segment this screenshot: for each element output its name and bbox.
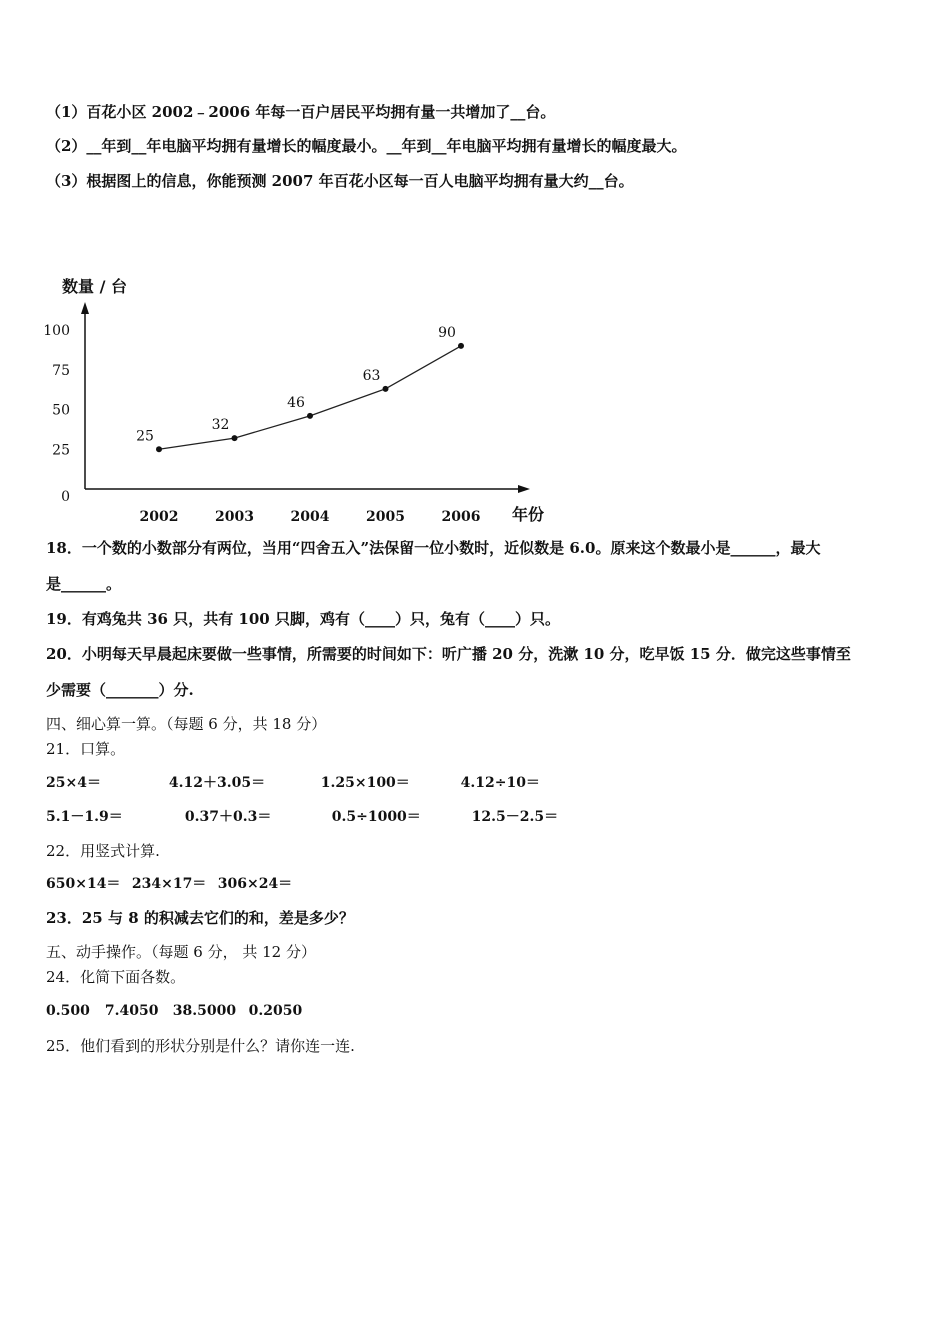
data-labels [136,325,456,444]
calc-item: 5.1－1.9＝ [46,809,123,825]
question-2: （2）__年到__年电脑平均拥有量增长的幅度最小。__年到__年电脑平均拥有量增长的幅度最大。 [46,137,687,155]
question-21-title: 21．口算。 [46,740,126,758]
calc-item: 650×14＝ [46,876,121,892]
calc-item: 1.25×100＝ [320,775,410,791]
x-ticks [140,509,481,525]
data-point [156,446,162,452]
y-ticks [43,323,70,505]
data-point [232,435,238,441]
question-20-line1: 20．小明每天早晨起床要做一些事情，所需要的时间如下：听广播 20 分，洗漱 10 分，吃早饭 15 分．做完这些事情至 [46,645,851,663]
x-tick-label: 2005 [366,509,405,525]
question-25: 25．他们看到的形状分别是什么？请你连一连. [46,1037,355,1055]
question-1: （1）百花小区 2002﹣2006 年每一百户居民平均拥有量一共增加了__台。 [46,103,556,121]
x-tick-label: 2002 [139,509,179,525]
series [159,346,461,449]
oral-calc-row-2 [46,807,558,827]
question-20-line2: 少需要（_______）分. [46,681,194,699]
y-tick-label: 50 [52,402,70,419]
calc-item: 4.12＋3.05＝ [168,775,266,791]
y-tick-label: 0 [61,489,70,505]
calc-item: 4.12÷10＝ [460,775,540,791]
x-tick-label: 2003 [215,509,254,525]
data-label: 63 [362,367,381,384]
question-23: 23．25 与 8 的积减去它们的和，差是多少？ [46,909,354,927]
question-18-line2: 是______。 [46,575,122,593]
axes [81,302,530,493]
calc-item: 12.5－2.5＝ [471,809,559,825]
y-axis-label: 数量 / 台 [62,277,127,296]
oral-calc-row-1 [46,773,540,793]
x-tick-label: 2006 [441,509,481,525]
question-3: （3）根据图上的信息，你能预测 2007 年百花小区每一百人电脑平均拥有量大约__台。 [46,172,634,190]
question-18-line1: 18．一个数的小数部分有两位，当用“四舍五入”法保留一位小数时，近似数是 6.0。原来这个数最小是______，最大 [46,539,821,557]
y-axis-arrow [81,302,89,314]
data-label: 25 [136,428,154,445]
data-label: 32 [211,417,230,434]
data-label: 46 [287,394,305,411]
y-tick-label: 25 [52,442,70,459]
data-point [383,386,389,392]
number-item: 7.4050 [104,1003,159,1019]
number-item: 0.2050 [248,1003,303,1019]
calc-item: 306×24＝ [217,876,293,892]
x-axis-label: 年份 [512,505,545,524]
calc-item: 0.5÷1000＝ [331,809,421,825]
data-point [458,343,464,349]
calc-item: 25×4＝ [46,775,101,791]
number-item: 38.5000 [172,1003,237,1019]
section-5-title: 五、动手操作。（每题 6 分， 共 12 分） [46,943,316,961]
question-19: 19．有鸡兔共 36 只，共有 100 只脚，鸡有（____）只，兔有（____）只。 [46,610,560,628]
data-points [156,343,464,452]
calc-item: 234×17＝ [131,876,207,892]
data-point [307,413,313,419]
line-chart [40,270,570,530]
question-22-title: 22．用竖式计算. [46,842,160,860]
data-label: 90 [438,324,456,341]
number-item: 0.500 [46,1003,90,1019]
y-tick-label: 75 [52,362,70,379]
x-tick-label: 2004 [290,509,330,525]
question-24-title: 24．化简下面各数。 [46,968,186,986]
simplify-row [46,1001,302,1021]
vertical-calc-row [46,874,292,894]
calc-item: 0.37＋0.3＝ [184,809,272,825]
x-axis-arrow [518,485,530,493]
series-line [159,346,461,449]
section-4-title: 四、细心算一算。（每题 6 分，共 18 分） [46,715,327,733]
y-tick-label: 100 [43,323,70,339]
